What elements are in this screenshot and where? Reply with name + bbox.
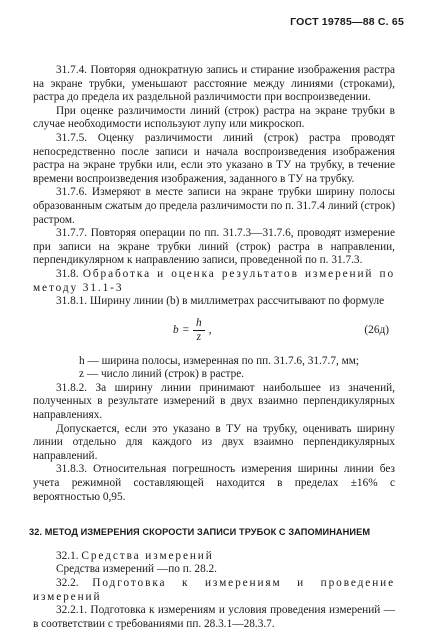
paragraph-perpendicular-note: Допускается, если это указано в ТУ на трубку, оценивать ширину линии отдельно для каждого из двух взаимно перпендикулярных направлений. [33, 422, 395, 462]
paragraph-32-2-1: 32.2.1. Подготовка к измерениям и условия проведения измерений — в соответствии с требованиями пп. 28.3.1—28.3.7. [33, 604, 395, 630]
formula-expression [173, 317, 212, 344]
formula-label: (26д) [364, 323, 389, 336]
heading-31-8-text: Обработка и оценка результатов измерений по методу 31.1-3 [33, 267, 395, 294]
heading-32-2 [33, 577, 395, 604]
definition-h: h — ширина полосы, измеренная по пп. 31.7.6, 31.7.7, мм; [79, 354, 360, 367]
formula-denominator: z [196, 331, 202, 344]
formula-comma: , [208, 323, 212, 336]
formula-lhs: b [173, 323, 179, 336]
formula-equals: = [182, 323, 190, 336]
heading-31-8 [33, 268, 395, 295]
paragraph-31-7-4: 31.7.4. Повторяя однократную запись и стирание изображения растра на экране трубки, уменьшают расстояние между линиями (строками), растра до предела их раздельной различимости при воспроизведении. [33, 64, 395, 104]
paragraph-31-7-7: 31.7.7. Повторяя операции по пп. 31.7.3—31.7.6, проводят измерение при записи на экране трубки линий (строк) растра в направлении, перпендикулярном к направлению записи, проведенной по п. 31.7.3. [33, 227, 395, 267]
paragraph-32-1-tools: Средства измерений —по п. 28.2. [56, 563, 218, 576]
heading-32-1-text: Средства измерений [81, 549, 214, 562]
heading-32-1 [33, 550, 395, 564]
page-header: ГОСТ 19785—88 С. 65 [290, 16, 404, 28]
heading-32-2-number: 32.2. [56, 577, 79, 589]
paragraph-31-8-1: 31.8.1. Ширину линии (b) в миллиметрах рассчитывают по формуле [56, 295, 385, 308]
paragraph-31-7-5: 31.7.5. Оценку различимости линий (строк) растра проводят непосредственно после записи и начала воспроизведения изображения растра на экране трубки или, если это указано в ТУ на трубку, в течение времени воспроизведения изображения, заданного в ТУ на трубку. [33, 131, 395, 185]
heading-32-1-number: 32.1. [56, 549, 79, 562]
paragraph-31-7-6: 31.7.6. Измеряют в месте записи на экране трубки ширину полосы образованным сжатым до предела различимости по п. 31.7.4 линий (строк) растром. [33, 186, 395, 226]
document-body [29, 64, 395, 631]
paragraph-31-8-3: 31.8.3. Относительная погрешность измерения ширины линии без учета режимной составляющей находится в пределах ±16% с вероятностью 0,95. [33, 463, 395, 503]
formula-fraction [193, 317, 205, 344]
formula-26d [33, 311, 395, 351]
formula-numerator: h [193, 317, 205, 331]
heading-31-8-number: 31.8. [56, 267, 79, 280]
paragraph-31-8-2: 31.8.2. За ширину линии принимают наибольшее из значений, полученных в результате измерений в двух взаимно перпендикулярных направлениях. [33, 381, 395, 422]
heading-32-2-text: Подготовка к измерениям и проведение измерений [33, 577, 395, 603]
paragraph-magnifier-note: При оценке различимости линий (строк) растра на экране трубки в случае необходимости используют лупу или микроскоп. [33, 104, 395, 131]
definition-z: z — число линий (строк) в растре. [79, 368, 245, 381]
section-32-title: 32. МЕТОД ИЗМЕРЕНИЯ СКОРОСТИ ЗАПИСИ ТРУБОК С ЗАПОМИНАНИЕМ [29, 527, 371, 538]
